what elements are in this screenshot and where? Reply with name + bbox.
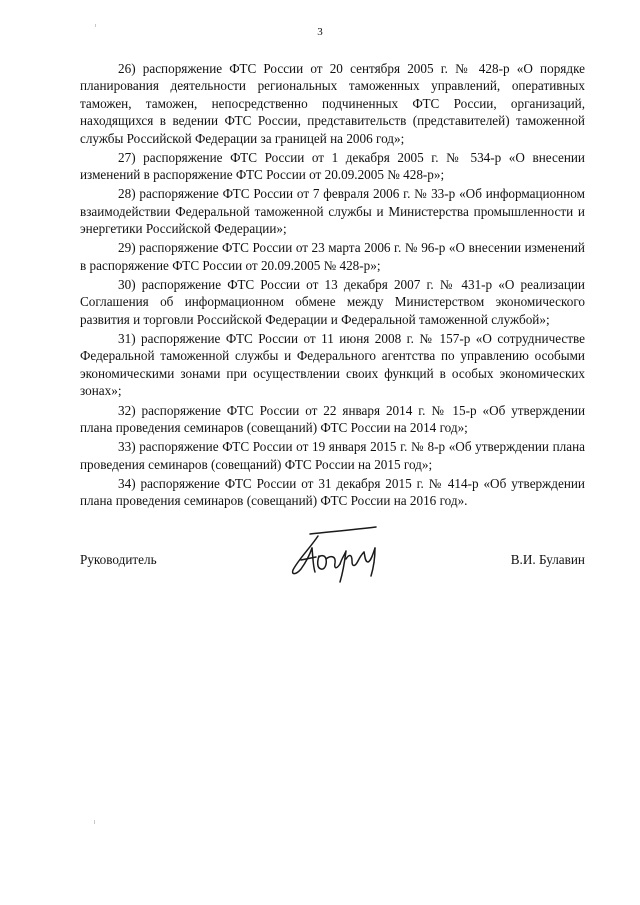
list-item: 29) распоряжение ФТС России от 23 марта 2006 г. № 96-р «О внесении изменений в распоряжение ФТС России от 20.09.2005 № 428-р»; [80, 240, 585, 273]
document-body [80, 60, 585, 511]
list-item: 34) распоряжение ФТС России от 31 декабря 2015 г. № 414-р «Об утверждении плана проведения семинаров (совещаний) ФТС России на 2016 год». [80, 475, 585, 509]
list-item: 33) распоряжение ФТС России от 19 января 2015 г. № 8-р «Об утверждении плана проведения семинаров (совещаний) ФТС России на 2015 год»; [80, 439, 585, 472]
list-item: 26) распоряжение ФТС России от 20 сентября 2005 г. № 428-р «О порядке планирования деятельности региональных таможенных управлений, оперативных таможен, таможен, непосредственно подчиненных ФТС России, организаций, находящихся в ведении ФТС России, представительств (представителей) таможенной службы Российской Федерации за границей на 2006 год»; [80, 61, 585, 146]
scan-speck [95, 24, 96, 27]
signatory-name: В.И. Булавин [510, 552, 585, 567]
list-item: 30) распоряжение ФТС России от 13 декабря 2007 г. № 431-р «О реализации Соглашения об информационном обмене между Министерством экономического развития и торговли Российской Федерации и Федеральной таможенной службой»; [80, 277, 585, 327]
scan-speck [94, 820, 95, 824]
list-item: 32) распоряжение ФТС России от 22 января 2014 г. № 15-р «Об утверждении плана проведения семинаров (совещаний) ФТС России на 2014 год»; [80, 402, 585, 435]
signature-block [80, 540, 585, 580]
page-number: 3 [317, 26, 323, 38]
list-item: 31) распоряжение ФТС России от 11 июня 2008 г. № 157-р «О сотрудничестве Федеральной таможенной службы и Федерального агентства по управлению особыми экономическими зонами при осуществлении своих функций в особых экономических зонах»; [80, 331, 585, 399]
list-item: 27) распоряжение ФТС России от 1 декабря 2005 г. № 534-р «О внесении изменений в распоряжение ФТС России от 20.09.2005 № 428-р»; [80, 149, 585, 183]
handwritten-signature-icon [288, 526, 388, 584]
signatory-title: Руководитель [80, 552, 157, 567]
list-item: 28) распоряжение ФТС России от 7 февраля 2006 г. № 33-р «Об информационном взаимодействии Федеральной таможенной службы и Министерства промышленности и энергетики Российской Федерации»; [80, 186, 585, 237]
